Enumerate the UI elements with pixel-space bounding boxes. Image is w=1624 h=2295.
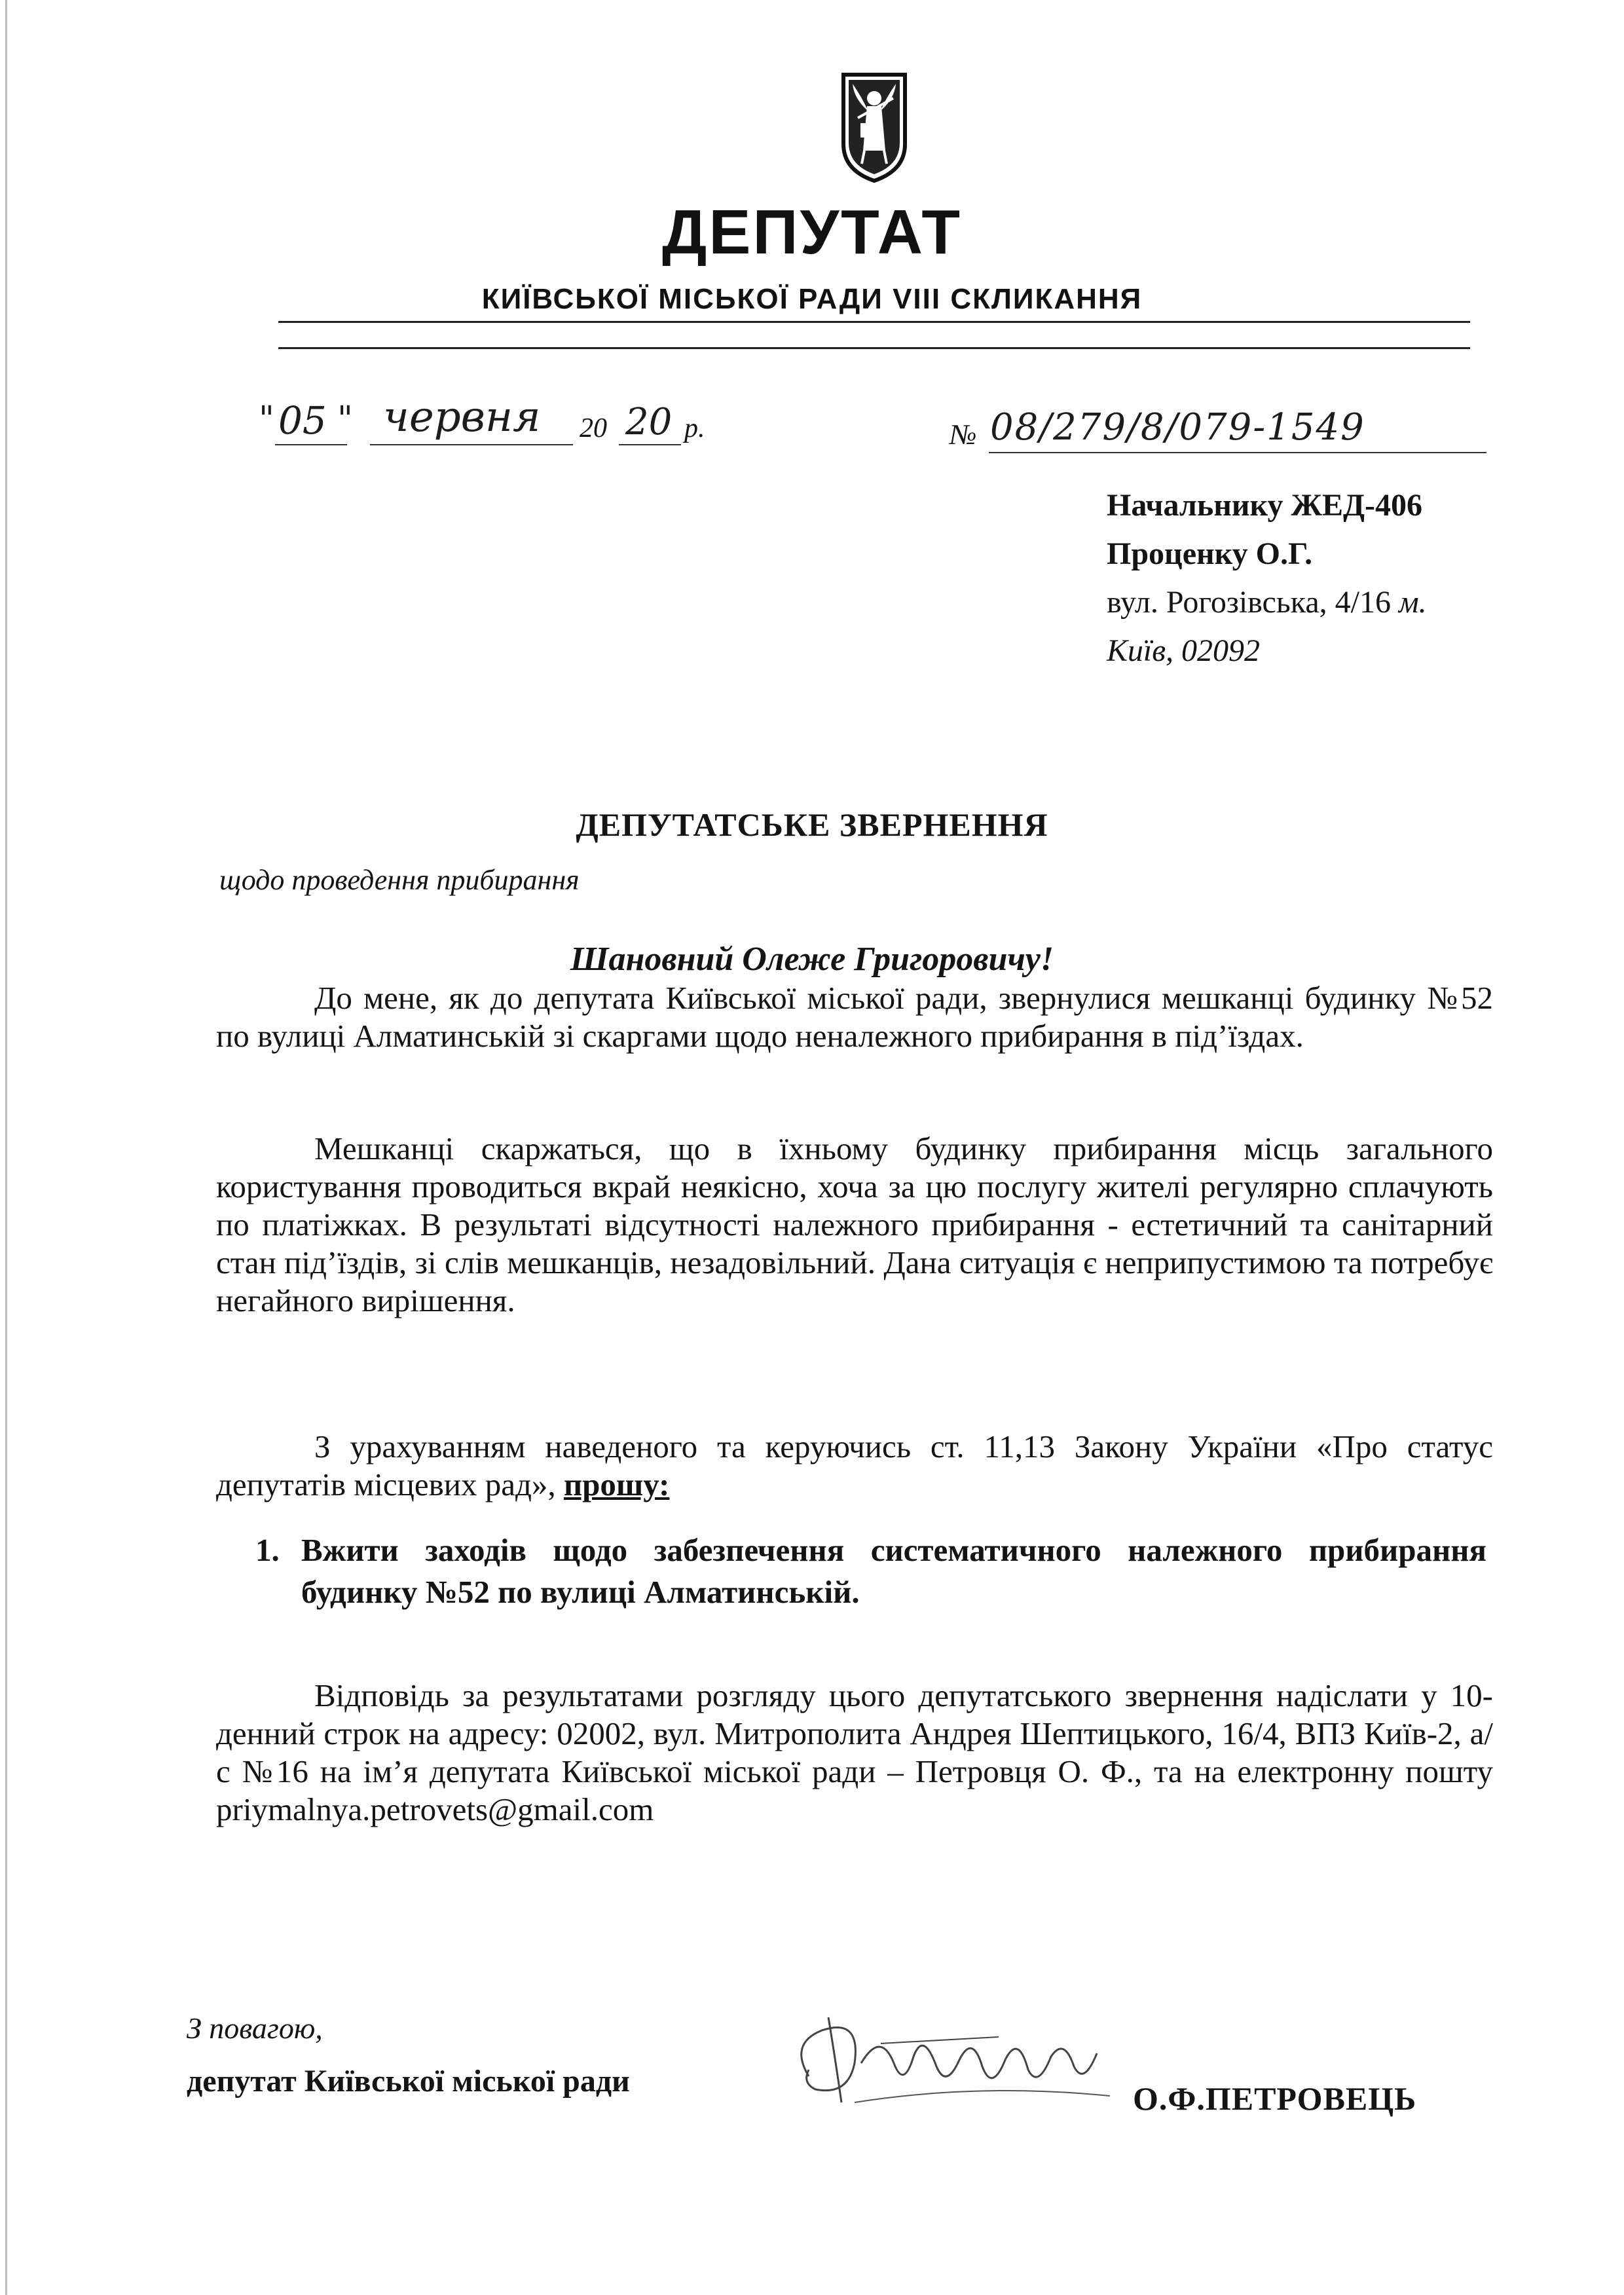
body-paragraph-3 <box>216 1428 1493 1504</box>
scan-edge-shadow <box>5 0 7 2295</box>
reference-number-sign: № <box>950 419 977 451</box>
header-divider-top <box>278 321 1470 323</box>
reference-number-line <box>950 400 1486 458</box>
date-day: 05 <box>278 398 327 443</box>
legal-basis-text: З урахуванням наведеного та керуючись ст. 11,13 Закону України «Про статус депутатів місцевих рад», <box>216 1428 1493 1502</box>
document-title: ДЕПУТАТСЬКЕ ЗВЕРНЕННЯ <box>576 806 1048 843</box>
addressee-name: Проценку О.Г. <box>1107 536 1313 571</box>
date-close-quote: " <box>337 400 353 439</box>
handwritten-signature <box>783 2004 1123 2135</box>
header-subtitle: КИЇВСЬКОЇ МІСЬКОЇ РАДИ VIII СКЛИКАННЯ <box>481 283 1143 315</box>
body-paragraph-1: До мене, як до депутата Київської міської ради, звернулися мешканці будинку №52 по вулиці Алматинській зі скаргами щодо неналежного прибирання в під’їздах. <box>216 980 1493 1054</box>
date-year: 20 <box>625 401 673 443</box>
date-day-underline <box>275 444 347 445</box>
body-paragraph-4: Відповідь за результатами розгляду цього депутатського звернення надіслати у 10-денний строк на адресу: 02002, вул. Митрополита Андрея Шептицького, 16/4, ВПЗ Київ-2, а/с №16 на ім’я депутата Київської міської ради – Петровця О. Ф., та на електронну пошту priymalnya.petrovets@gmail.com <box>216 1677 1493 1827</box>
addressee-city-prefix: м. <box>1398 585 1427 620</box>
request-word: прошу: <box>563 1466 670 1502</box>
body-paragraph-2: Мешканці скаржаться, що в їхньому будинку прибирання місць загального користування проводиться вкрай неякісно, хоча за цю послугу жителі регулярно сплачують по платіжках. В результаті відсутності належного прибирання - естетичний та санітарний стан під’їздів, зі слів мешканців, незадовільний. Дана ситуація є неприпустимою та потребує негайного вирішення. <box>216 1130 1493 1318</box>
header-title: ДЕПУТАТ <box>662 197 962 267</box>
request-item-text: Вжити заходів щодо забезпечення систематичного належного прибирання будинку №52 по вулиці Алматинській. <box>301 1532 1486 1610</box>
date-century: 20 <box>580 413 607 443</box>
reference-number-underline <box>989 452 1486 453</box>
request-item-1 <box>255 1529 1486 1613</box>
closing-regards: З повагою, <box>187 2011 323 2045</box>
signatory-name: О.Ф.ПЕТРОВЕЦЬ <box>1133 2080 1417 2117</box>
signatory-role: депутат Київської міської ради <box>187 2064 630 2099</box>
date-suffix: р. <box>684 413 705 443</box>
date-month: червня <box>383 393 541 441</box>
addressee-street: вул. Рогозівська, 4/16 <box>1107 585 1391 620</box>
addressee-city: Київ, 02092 <box>1107 633 1261 668</box>
salutation: Шановний Олеже Григоровичу! <box>570 941 1054 978</box>
kyiv-coat-of-arms-icon <box>838 72 910 183</box>
reference-number: 08/279/8/079-1549 <box>990 406 1365 449</box>
header-divider-bottom <box>278 347 1470 349</box>
addressee-block <box>1107 481 1578 675</box>
addressee-position: Начальнику ЖЕД-406 <box>1107 488 1422 523</box>
addressee-street-line <box>1107 578 1578 627</box>
request-item-number: 1. <box>255 1532 280 1568</box>
date-year-underline <box>619 444 681 445</box>
document-subject: щодо проведення прибирання <box>219 864 580 896</box>
date-line <box>259 393 717 452</box>
date-month-underline <box>370 444 573 445</box>
date-open-quote: " <box>259 400 274 439</box>
